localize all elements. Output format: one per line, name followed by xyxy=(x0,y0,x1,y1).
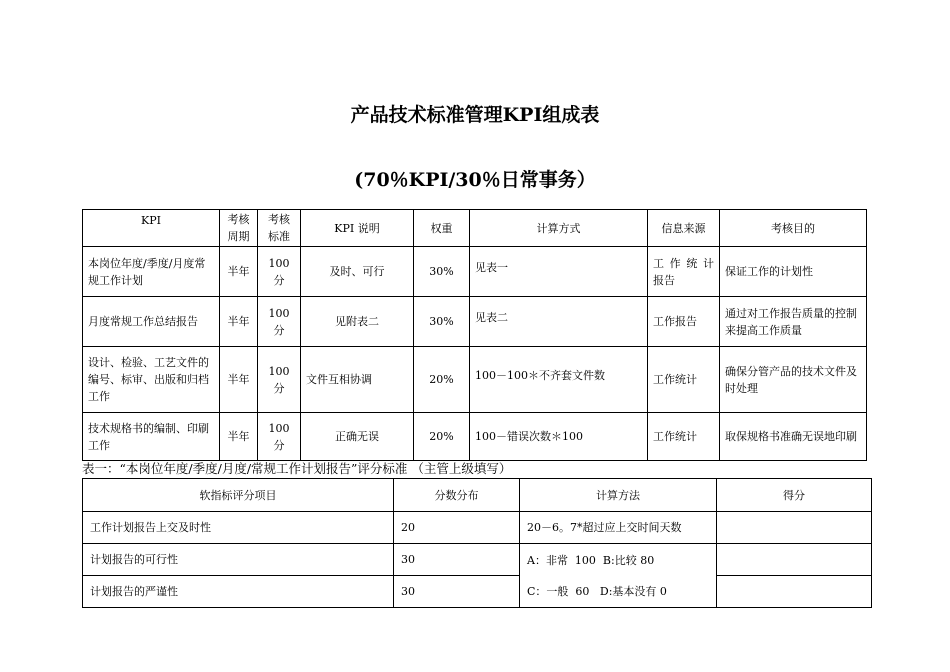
cell-score xyxy=(717,544,872,576)
cell-purpose: 取保规格书准确无误地印刷 xyxy=(720,413,867,461)
cell-calc: 见表一 xyxy=(470,247,648,297)
header-dist: 分数分布 xyxy=(394,479,520,512)
header-score: 得分 xyxy=(717,479,872,512)
cell-score xyxy=(717,576,872,608)
table-row xyxy=(83,544,872,576)
cell-purpose: 确保分管产品的技术文件及时处理 xyxy=(720,347,867,413)
soft-table-header-row xyxy=(83,479,872,512)
header-item: 软指标评分项目 xyxy=(83,479,394,512)
cell-dist: 30 xyxy=(394,576,520,608)
cell-source: 工作报告 xyxy=(648,297,720,347)
kpi-table xyxy=(82,209,867,461)
cell-calc: 100－100＊不齐套文件数 xyxy=(470,347,648,413)
cell-kpi: 技术规格书的编制、印刷工作 xyxy=(83,413,220,461)
kpi-table-header-row xyxy=(83,210,867,247)
page-title: 产品技术标准管理KPI组成表 xyxy=(350,104,600,126)
cell-standard: 100 分 xyxy=(258,347,301,413)
page-subtitle: (70％KPI/30％日常事务） xyxy=(354,169,596,191)
header-source: 信息来源 xyxy=(648,210,720,247)
method-line-1: A：非常 100 B:比较 80 xyxy=(527,553,655,567)
table-one-caption: 表一：“本岗位年度/季度/月度/常规工作计划报告”评分标准 （主管上级填写） xyxy=(82,461,512,476)
cell-dist: 30 xyxy=(394,544,520,576)
table-row xyxy=(83,576,872,608)
header-kpi: KPI xyxy=(83,210,220,247)
header-calc: 计算方式 xyxy=(470,210,648,247)
cell-calc: 见表二 xyxy=(470,297,648,347)
cell-kpi: 设计、检验、工艺文件的编号、标审、出版和归档工作 xyxy=(83,347,220,413)
table-row xyxy=(83,297,867,347)
header-standard: 考核 标准 xyxy=(258,210,301,247)
cell-period: 半年 xyxy=(220,413,258,461)
cell-desc: 正确无误 xyxy=(301,413,414,461)
table-row xyxy=(83,347,867,413)
cell-dist: 20 xyxy=(394,512,520,544)
soft-indicator-table xyxy=(82,478,872,608)
table-row xyxy=(83,247,867,297)
table-row xyxy=(83,512,872,544)
cell-kpi: 本岗位年度/季度/月度常规工作计划 xyxy=(83,247,220,297)
cell-standard: 100 分 xyxy=(258,247,301,297)
cell-weight: 20% xyxy=(414,413,470,461)
cell-weight: 30% xyxy=(414,297,470,347)
cell-desc: 及时、可行 xyxy=(301,247,414,297)
cell-desc: 文件互相协调 xyxy=(301,347,414,413)
cell-source: 工作统计 xyxy=(648,413,720,461)
header-period: 考核 周期 xyxy=(220,210,258,247)
cell-source: 工作统计 xyxy=(648,347,720,413)
cell-period: 半年 xyxy=(220,347,258,413)
cell-calc: 100－错误次数＊100 xyxy=(470,413,648,461)
header-purpose: 考核目的 xyxy=(720,210,867,247)
header-weight: 权重 xyxy=(414,210,470,247)
cell-item: 计划报告的可行性 xyxy=(83,544,394,576)
cell-standard: 100 分 xyxy=(258,297,301,347)
cell-item: 计划报告的严谨性 xyxy=(83,576,394,608)
cell-weight: 20% xyxy=(414,347,470,413)
cell-period: 半年 xyxy=(220,297,258,347)
cell-purpose: 通过对工作报告质量的控制来提高工作质量 xyxy=(720,297,867,347)
cell-item: 工作计划报告上交及时性 xyxy=(83,512,394,544)
cell-purpose: 保证工作的计划性 xyxy=(720,247,867,297)
table-row xyxy=(83,413,867,461)
cell-period: 半年 xyxy=(220,247,258,297)
cell-score xyxy=(717,512,872,544)
cell-standard: 100 分 xyxy=(258,413,301,461)
header-method: 计算方法 xyxy=(520,479,717,512)
header-desc: KPI 说明 xyxy=(301,210,414,247)
cell-desc: 见附表二 xyxy=(301,297,414,347)
cell-source: 工 作 统 计 报告 xyxy=(648,247,720,297)
cell-kpi: 月度常规工作总结报告 xyxy=(83,297,220,347)
cell-weight: 30% xyxy=(414,247,470,297)
cell-method: 20－6。7*超过应上交时间天数 xyxy=(520,512,717,544)
cell-method-merged xyxy=(520,544,717,608)
method-line-2: C：一般 60 D:基本没有 0 xyxy=(527,584,667,598)
